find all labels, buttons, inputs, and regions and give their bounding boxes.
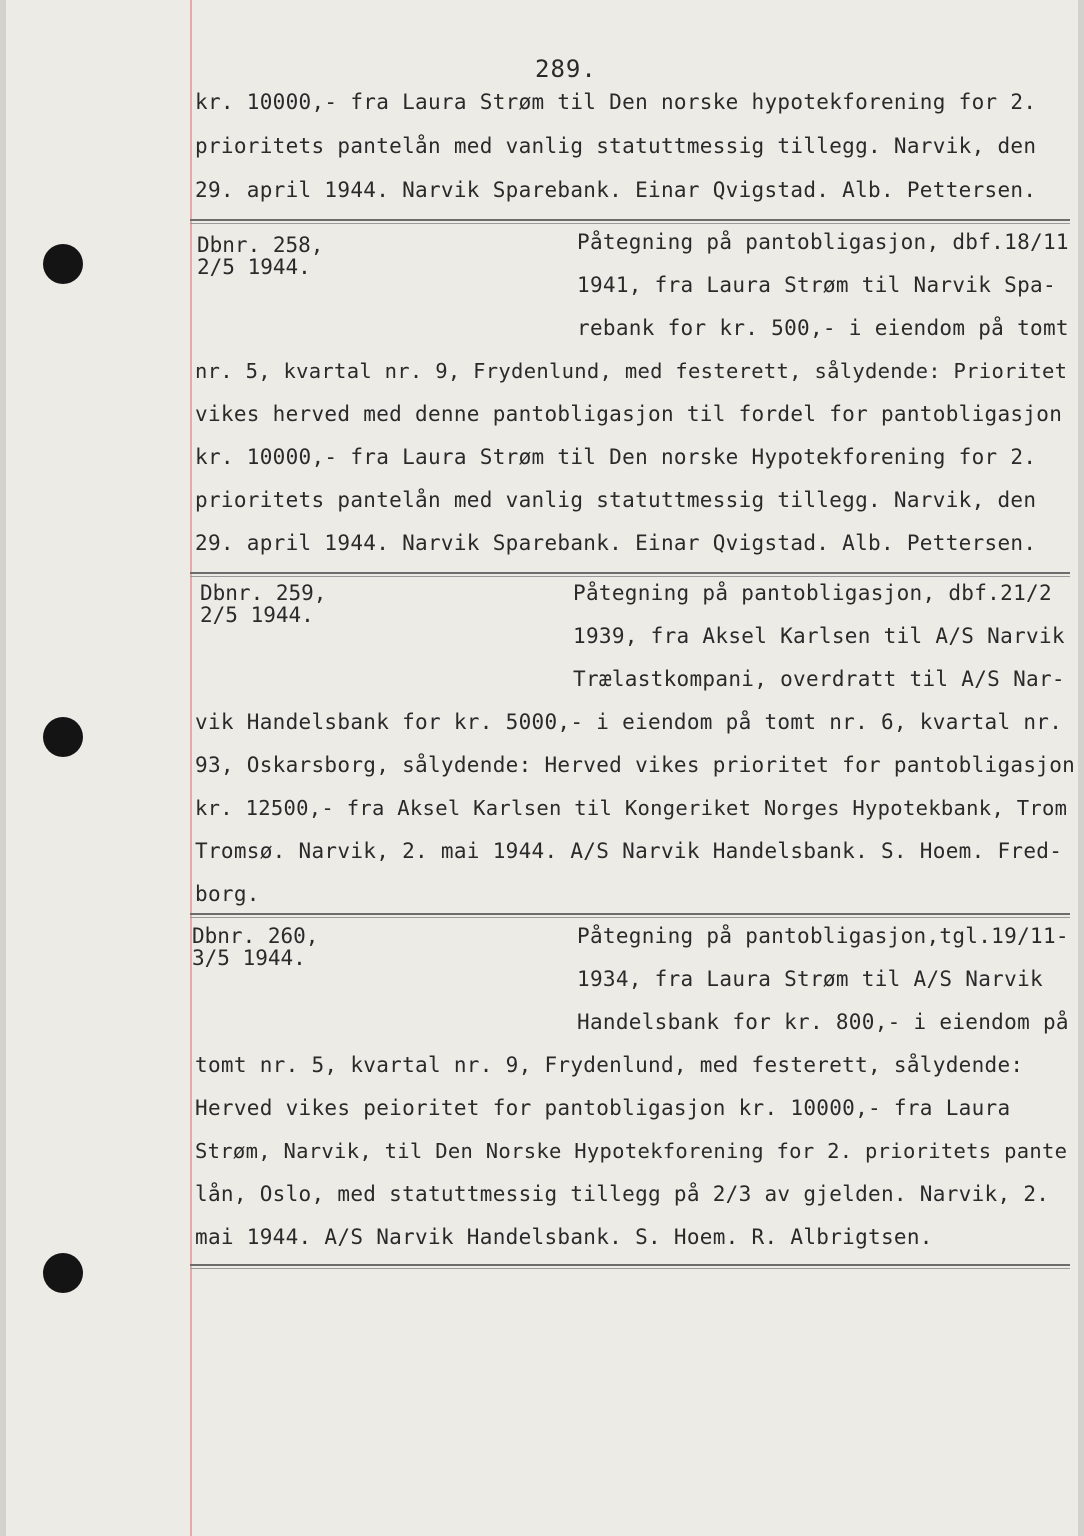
text-line: borg. <box>195 882 260 906</box>
text-line: kr. 10000,- fra Laura Strøm til Den norske Hypotekforening for 2. <box>195 445 1037 469</box>
text-line: nr. 5, kvartal nr. 9, Frydenlund, med festerett, sålydende: Prioritet <box>195 359 1068 383</box>
text-line: 1941, fra Laura Strøm til Narvik Spa- <box>577 273 1056 297</box>
text-line: 93, Oskarsborg, sålydende: Herved vikes prioritet for pantobligasjon <box>195 753 1076 777</box>
text-line: prioritets pantelån med vanlig statuttmessig tillegg. Narvik, den <box>195 488 1037 512</box>
text-line: Påtegning på pantobligasjon, dbf.18/11 <box>577 230 1069 254</box>
text-line: mai 1944. A/S Narvik Handelsbank. S. Hoem. R. Albrigtsen. <box>195 1225 933 1249</box>
entry-divider <box>190 572 1070 574</box>
text-line: 29. april 1944. Narvik Sparebank. Einar Qvigstad. Alb. Pettersen. <box>195 178 1037 202</box>
entry-divider <box>190 913 1070 915</box>
text-line: Tromsø. Narvik, 2. mai 1944. A/S Narvik Handelsbank. S. Hoem. Fred- <box>195 839 1063 863</box>
text-line: 1934, fra Laura Strøm til A/S Narvik <box>577 967 1043 991</box>
entry-ref-number: Dbnr. 258, <box>197 233 324 257</box>
text-line: 1939, fra Aksel Karlsen til A/S Narvik <box>573 624 1065 648</box>
entry-ref-date: 2/5 1944. <box>197 255 311 279</box>
text-line: rebank for kr. 500,- i eiendom på tomt <box>577 316 1069 340</box>
entry-divider <box>190 1264 1070 1266</box>
text-line: Handelsbank for kr. 800,- i eiendom på <box>577 1010 1069 1034</box>
entry-ref-date: 3/5 1944. <box>192 946 306 970</box>
page-edge-left <box>0 0 6 1536</box>
text-line: kr. 10000,- fra Laura Strøm til Den norske hypotekforening for 2. <box>195 90 1037 114</box>
text-line: tomt nr. 5, kvartal nr. 9, Frydenlund, med festerett, sålydende: <box>195 1053 1024 1077</box>
margin-line <box>190 0 192 1536</box>
text-line: Trælastkompani, overdratt til A/S Nar- <box>573 667 1065 691</box>
entry-ref-date: 2/5 1944. <box>200 603 314 627</box>
entry-ref-number: Dbnr. 260, <box>192 924 319 948</box>
text-line: kr. 12500,- fra Aksel Karlsen til Kongeriket Norges Hypotekbank, Trom <box>195 796 1068 820</box>
text-line: prioritets pantelån med vanlig statuttmessig tillegg. Narvik, den <box>195 134 1037 158</box>
entry-ref-number: Dbnr. 259, <box>200 581 327 605</box>
text-line: Påtegning på pantobligasjon,tgl.19/11- <box>577 924 1069 948</box>
page-edge-right <box>1078 0 1084 1536</box>
page-number: 289. <box>535 55 597 83</box>
punch-hole <box>43 244 83 284</box>
text-line: 29. april 1944. Narvik Sparebank. Einar Qvigstad. Alb. Pettersen. <box>195 531 1037 555</box>
text-line: vik Handelsbank for kr. 5000,- i eiendom på tomt nr. 6, kvartal nr. <box>195 710 1063 734</box>
text-line: Påtegning på pantobligasjon, dbf.21/2 <box>573 581 1052 605</box>
text-line: Strøm, Narvik, til Den Norske Hypotekforening for 2. prioritets pante <box>195 1139 1068 1163</box>
text-line: lån, Oslo, med statuttmessig tillegg på 2/3 av gjelden. Narvik, 2. <box>195 1182 1050 1206</box>
text-line: vikes herved med denne pantobligasjon til fordel for pantobligasjon <box>195 402 1063 426</box>
punch-hole <box>43 1253 83 1293</box>
text-line: Herved vikes peioritet for pantobligasjon kr. 10000,- fra Laura <box>195 1096 1011 1120</box>
punch-hole <box>43 717 83 757</box>
entry-divider <box>190 219 1070 221</box>
